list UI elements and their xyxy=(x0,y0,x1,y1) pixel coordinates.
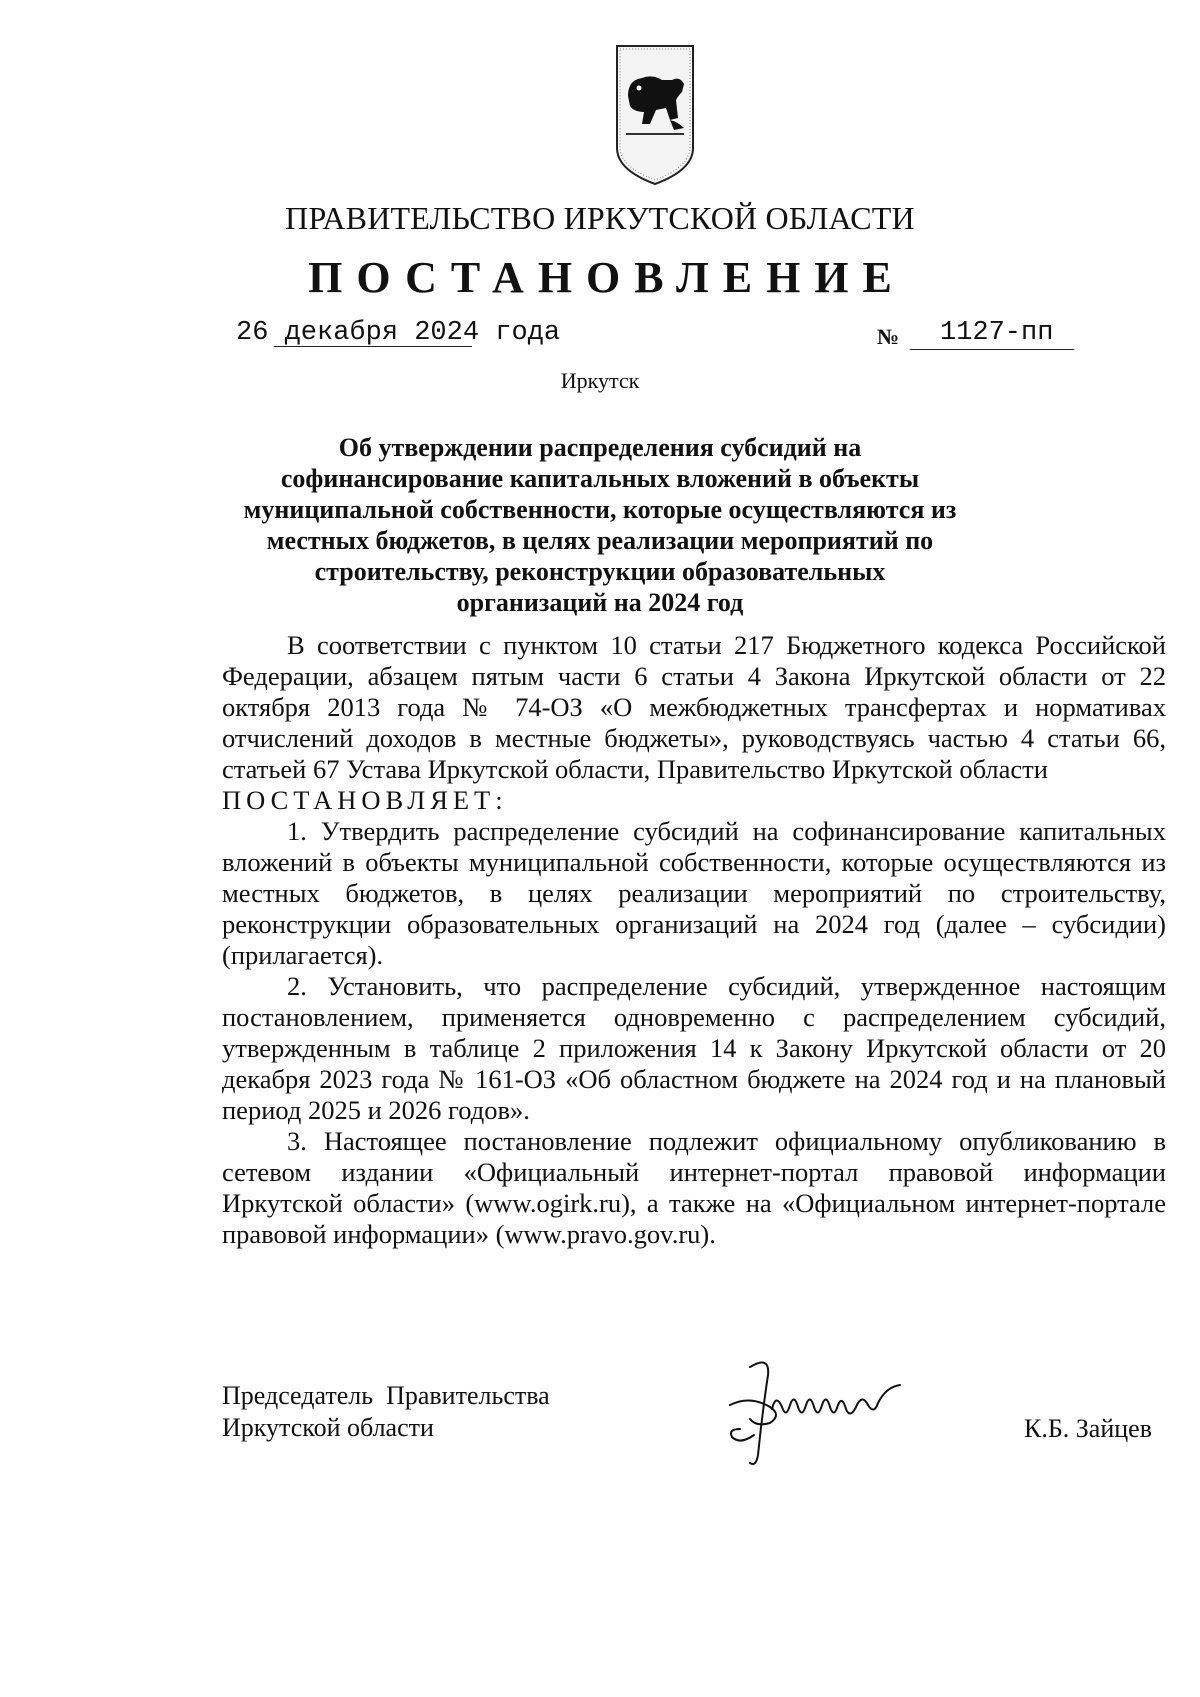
item-paragraph-3: 3. Настоящее постановление подлежит официальному опубликованию в сетевом издании «Официальный интернет-портал правовой информации Иркутской области» (www.ogirk.ru), а также на «Официальном интернет-портале правовой информации» (www.pravo.gov.ru). xyxy=(222,1126,1166,1249)
coat-of-arms-icon xyxy=(612,38,698,188)
resolves-heading: ПОСТАНОВЛЯЕТ: xyxy=(222,785,508,815)
number-sign: № xyxy=(877,324,900,349)
document-date: 26 декабря 2024 года xyxy=(236,318,561,348)
city: Иркутск xyxy=(560,368,640,393)
position-line-2: Иркутской области xyxy=(222,1413,434,1442)
document-type: ПОСТАНОВЛЕНИЕ xyxy=(308,253,906,302)
item-paragraph-2: 2. Установить, что распределение субсидий, утвержденное настоящим постановлением, применяется одновременно с распределением субсидий, утвержденным в таблице 2 приложения 14 к Закону Иркутской области от 20 декабря 2023 года № 161-ОЗ «Об областном бюджете на 2024 год и на плановый период 2025 и 2026 годов». xyxy=(222,971,1166,1125)
number-underline xyxy=(910,349,1074,350)
document-number: 1127-пп xyxy=(940,318,1054,348)
handwritten-signature-icon xyxy=(710,1345,960,1475)
date-underline xyxy=(274,346,472,347)
document-title: Об утверждении распределения субсидий на софинансирование капитальных вложений в объекты муниципальной собственности, которые осуществляются из местных бюджетов, в целях реализации мероприятий по строительству, реконструкции образовательных организаций на 2024 год xyxy=(243,433,957,617)
position-line-1: Председатель Правительства xyxy=(222,1381,550,1410)
organization-name: ПРАВИТЕЛЬСТВО ИРКУТСКОЙ ОБЛАСТИ xyxy=(285,200,915,236)
signatory-position xyxy=(222,1380,550,1444)
signatory-name: К.Б. Зайцев xyxy=(1024,1414,1152,1443)
preamble-paragraph: В соответствии с пунктом 10 статьи 217 Бюджетного кодекса Российской Федерации, абзацем пятым части 6 статьи 4 Закона Иркутской области от 22 октября 2013 года № 74-ОЗ «О межбюджетных трансфертах и нормативах отчислений доходов в местные бюджеты», руководствуясь частью 4 статьи 66, статьей 67 Устава Иркутской области, Правительство Иркутской области xyxy=(222,630,1166,784)
document-body xyxy=(222,630,1166,1250)
item-paragraph-1: 1. Утвердить распределение субсидий на софинансирование капитальных вложений в объекты муниципальной собственности, которые осуществляются из местных бюджетов, в целях реализации мероприятий по строительству, реконструкции образовательных организаций на 2024 год (далее – субсидии) (прилагается). xyxy=(222,816,1166,970)
